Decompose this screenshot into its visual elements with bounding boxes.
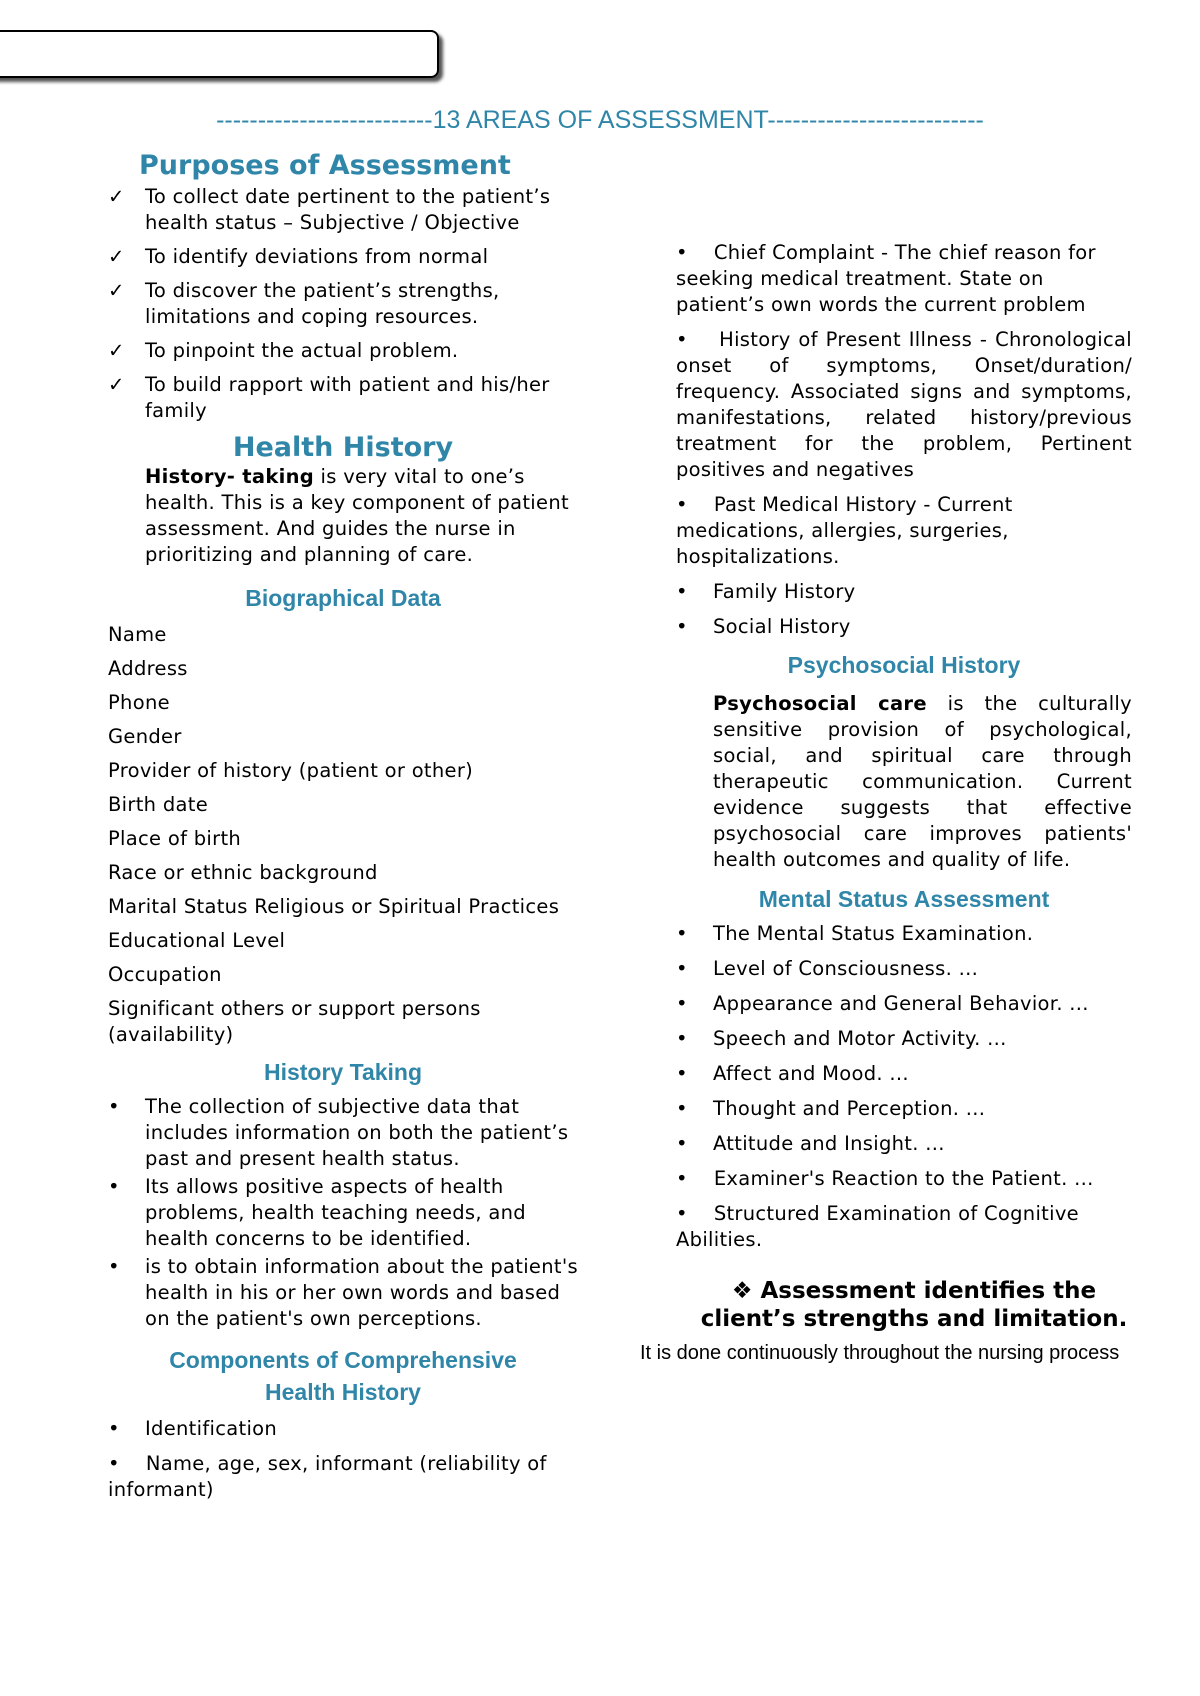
check-icon: ✓ <box>108 373 125 396</box>
check-icon: ✓ <box>108 185 125 208</box>
list-item: • History of Present Illness - Chronological onset of symptoms, Onset/duration/ frequency. Associated signs and symptoms, manifestations, related history/previous treatment for the problem, Pertinent positives and negatives <box>676 328 1132 481</box>
list-item: • Examiner's Reaction to the Patient. ... <box>676 1167 1094 1190</box>
list-item: Provider of history (patient or other) <box>108 759 474 782</box>
bullet-icon: • <box>108 1452 120 1475</box>
biographical-heading: Biographical Data <box>245 585 441 611</box>
list-item: ✓ To collect date pertinent to the patient’s health status – Subjective / Objective <box>108 185 551 234</box>
bullet-icon: • <box>676 922 688 945</box>
list-item: Phone <box>108 691 170 714</box>
list-item: • Chief Complaint - The chief reason for seeking medical treatment. State on patient’s own words the current problem <box>676 241 1096 316</box>
psychosocial-heading: Psychosocial History <box>787 652 1021 678</box>
list-item: • The collection of subjective data that includes information on both the patient’s past and present health status. <box>108 1095 569 1170</box>
list-item: • is to obtain information about the patient's health in his or her own words and based on the patient's own perceptions. <box>108 1255 578 1330</box>
bullet-icon: • <box>676 1062 688 1085</box>
psychosocial-paragraph: Psychosocial care is the culturally sensitive provision of psychological, social, and spiritual care through therapeutic communication. Current evidence suggests that effective psychosocial care improves patients' health outcomes and quality of life. <box>713 692 1132 871</box>
bullet-icon: • <box>676 615 688 638</box>
bullet-icon: • <box>108 1255 120 1278</box>
bullet-icon: • <box>108 1417 120 1440</box>
list-item: • Speech and Motor Activity. ... <box>676 1027 1007 1050</box>
list-item: Marital Status Religious or Spiritual Practices <box>108 895 560 918</box>
list-item: Place of birth <box>108 827 242 850</box>
bullet-icon: • <box>676 241 688 264</box>
list-item: Educational Level <box>108 929 286 952</box>
list-item: ✓ To discover the patient’s strengths, limitations and coping resources. <box>108 279 500 328</box>
list-item: • Family History <box>676 580 856 603</box>
left-column <box>108 150 578 1512</box>
list-item: ✓ To build rapport with patient and his/her family <box>108 373 550 422</box>
list-item: • Past Medical History - Current medications, allergies, surgeries, hospitalizations. <box>676 493 1013 568</box>
list-item: • Identification <box>108 1417 278 1440</box>
health-history-paragraph: History- taking is very vital to one’s health. This is a key component of patient assessment. And guides the nurse in prioritizing and planning of care. <box>145 465 569 566</box>
conclusion-heading: ❖ Assessment identifies the client’s strengths and limitation. <box>700 1278 1128 1332</box>
bullet-icon: • <box>676 1097 688 1120</box>
list-item: Address <box>108 657 188 680</box>
components-list <box>108 1416 578 1503</box>
list-item: Occupation <box>108 963 222 986</box>
bullet-icon: • <box>676 1027 688 1050</box>
check-icon: ✓ <box>108 339 125 362</box>
list-item: • Affect and Mood. ... <box>676 1062 909 1085</box>
bullet-icon: • <box>676 992 688 1015</box>
check-icon: ✓ <box>108 245 125 268</box>
page-title: --------------------------13 AREAS OF ASSESSMENT-------------------------- <box>216 106 984 134</box>
list-item: • Its allows positive aspects of health problems, health teaching needs, and health concerns to be identified. <box>108 1175 526 1250</box>
purposes-heading: Purposes of Assessment <box>139 150 511 181</box>
corner-label-box <box>0 30 439 78</box>
bullet-icon: • <box>676 957 688 980</box>
list-item: • Appearance and General Behavior. ... <box>676 992 1089 1015</box>
bullet-icon: • <box>676 1167 688 1190</box>
list-item: ✓ To pinpoint the actual problem. <box>108 339 459 362</box>
components-heading: Components of Comprehensive Health History <box>169 1347 517 1405</box>
bullet-icon: • <box>676 1132 688 1155</box>
check-icon: ✓ <box>108 279 125 302</box>
bullet-icon: • <box>676 1202 688 1225</box>
list-item: ✓ To identify deviations from normal <box>108 245 489 268</box>
list-item: • Name, age, sex, informant (reliability of informant) <box>108 1452 547 1501</box>
bullet-icon: • <box>676 328 688 351</box>
list-item: Significant others or support persons (availability) <box>108 997 481 1046</box>
bullet-icon: • <box>676 580 688 603</box>
list-item: Name <box>108 623 167 646</box>
purposes-list <box>108 184 578 424</box>
right-column <box>640 240 1132 1366</box>
diamond-bullet-icon: ❖ <box>731 1278 753 1304</box>
history-taking-heading: History Taking <box>263 1059 423 1085</box>
bullet-icon: • <box>108 1095 120 1118</box>
conclusion-text: It is done continuously throughout the nursing process <box>640 1342 1120 1364</box>
list-item: • Level of Consciousness. ... <box>676 957 979 980</box>
history-components-list <box>676 240 1132 640</box>
mental-status-list <box>676 921 1132 1253</box>
biographical-list <box>108 622 578 1048</box>
history-taking-term: History- taking <box>145 465 315 488</box>
list-item: • Thought and Perception. ... <box>676 1097 986 1120</box>
mental-status-heading: Mental Status Assessment <box>758 886 1050 912</box>
health-history-heading: Health History <box>232 432 454 463</box>
list-item: • Attitude and Insight. ... <box>676 1132 945 1155</box>
list-item: Gender <box>108 725 182 748</box>
list-item: Birth date <box>108 793 208 816</box>
list-item: • Social History <box>676 615 851 638</box>
list-item: • The Mental Status Examination. <box>676 922 1034 945</box>
bullet-icon: • <box>676 493 688 516</box>
history-taking-list <box>108 1094 578 1332</box>
psychosocial-care-term: Psychosocial care <box>713 692 927 715</box>
list-item: Race or ethnic background <box>108 861 378 884</box>
list-item: • Structured Examination of Cognitive Abilities. <box>676 1202 1079 1251</box>
bullet-icon: • <box>108 1175 120 1198</box>
